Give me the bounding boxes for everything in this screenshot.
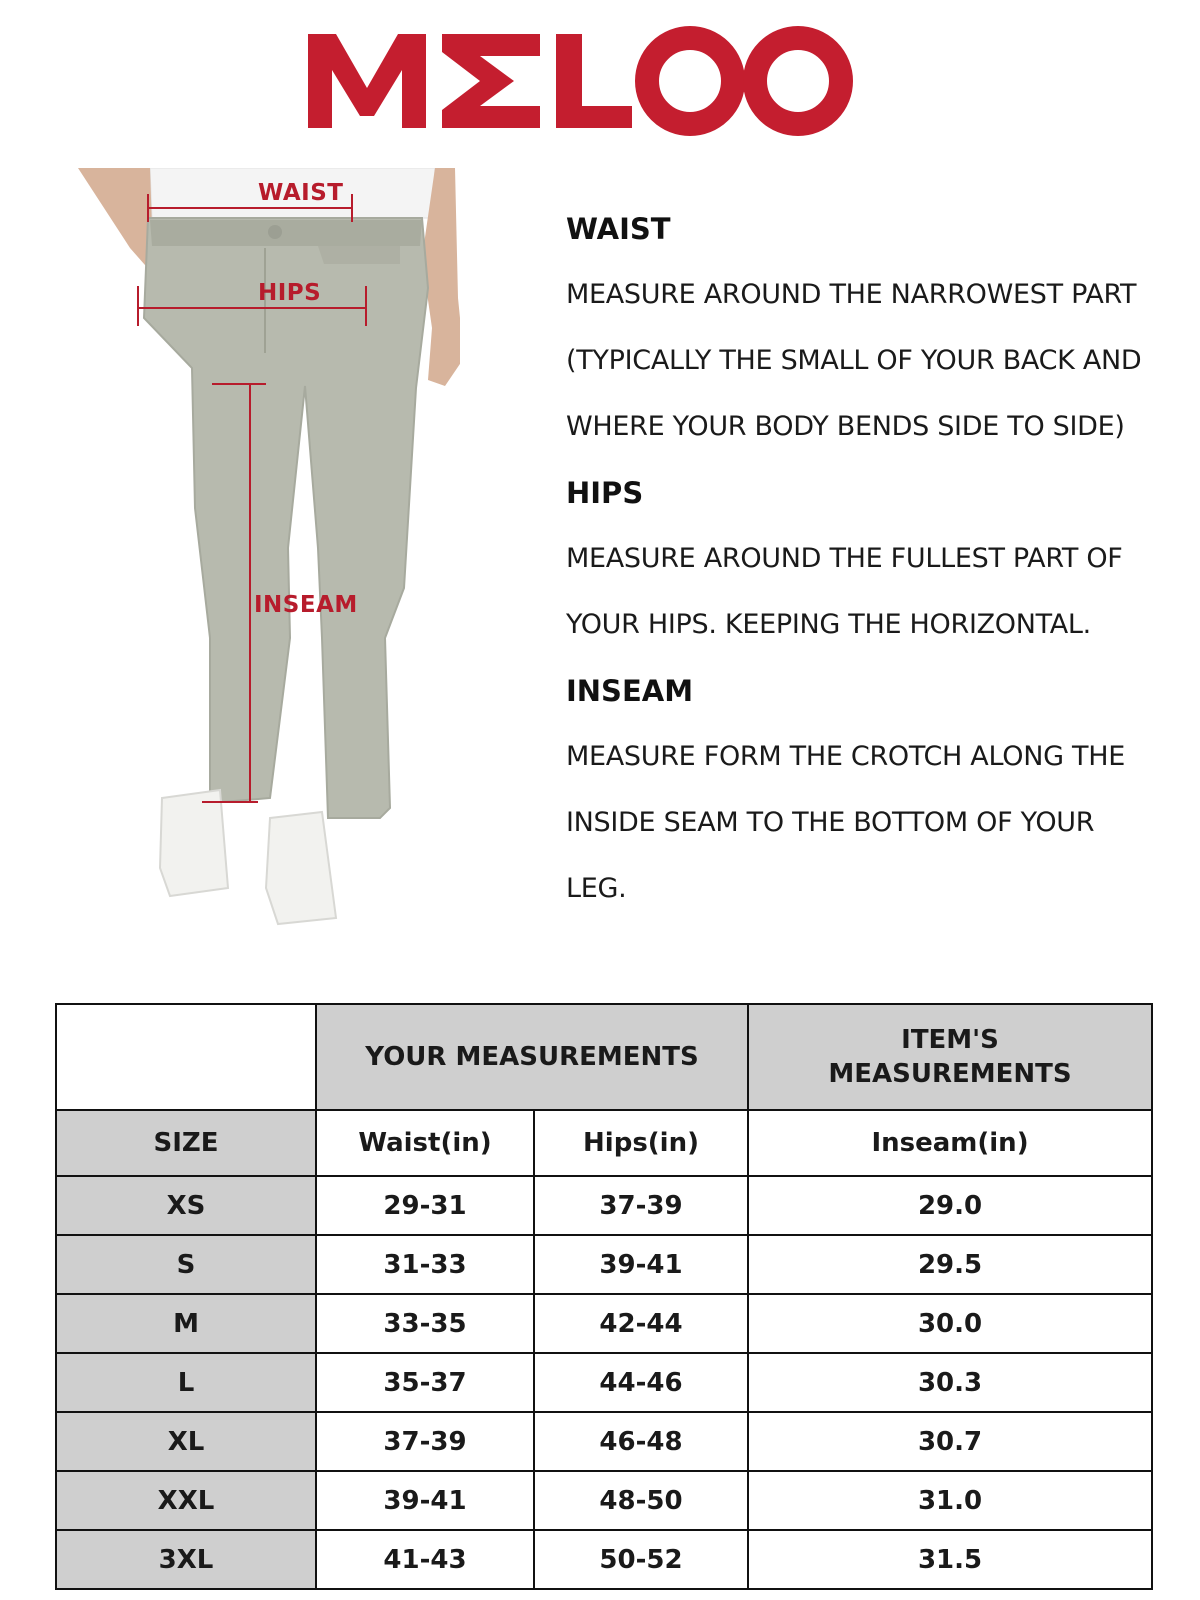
items-measurements-line2: MEASUREMENTS	[828, 1059, 1072, 1089]
inseam-cell: 30.3	[748, 1353, 1152, 1412]
measurement-guide	[566, 196, 1186, 922]
waist-cell: 31-33	[316, 1235, 534, 1294]
items-measurements-line1: ITEM'S	[901, 1025, 999, 1055]
pants-model-figure	[60, 168, 460, 958]
guide-heading-hips: HIPS	[566, 476, 644, 510]
table-row	[56, 1294, 1152, 1353]
guide-section-waist	[566, 196, 1186, 460]
inseam-cell: 31.0	[748, 1471, 1152, 1530]
waist-cell: 29-31	[316, 1176, 534, 1235]
size-cell: S	[56, 1235, 316, 1294]
column-header-size: SIZE	[56, 1110, 316, 1176]
table-corner-cell	[56, 1004, 316, 1110]
guide-text-line: LEG.	[566, 873, 627, 904]
table-row	[56, 1353, 1152, 1412]
your-measurements-header: YOUR MEASUREMENTS	[316, 1004, 748, 1110]
guide-text-line: INSIDE SEAM TO THE BOTTOM OF YOUR	[566, 807, 1095, 838]
table-group-header-row	[56, 1004, 1152, 1110]
column-header-hips: Hips(in)	[534, 1110, 748, 1176]
waist-cell: 35-37	[316, 1353, 534, 1412]
size-cell: XXL	[56, 1471, 316, 1530]
table-row	[56, 1176, 1152, 1235]
table-row	[56, 1530, 1152, 1589]
column-header-inseam: Inseam(in)	[748, 1110, 1152, 1176]
guide-heading-waist: WAIST	[566, 212, 671, 246]
hips-cell: 37-39	[534, 1176, 748, 1235]
inseam-cell: 30.7	[748, 1412, 1152, 1471]
inseam-label: INSEAM	[254, 592, 358, 618]
brand-logo	[300, 18, 860, 138]
waist-cell: 41-43	[316, 1530, 534, 1589]
guide-text-line: MEASURE FORM THE CROTCH ALONG THE	[566, 741, 1125, 772]
hips-cell: 50-52	[534, 1530, 748, 1589]
guide-text-line: YOUR HIPS. KEEPING THE HORIZONTAL.	[566, 609, 1091, 640]
guide-section-inseam	[566, 658, 1186, 922]
guide-text-line: MEASURE AROUND THE FULLEST PART OF	[566, 543, 1123, 574]
items-measurements-header	[748, 1004, 1152, 1110]
column-header-waist: Waist(in)	[316, 1110, 534, 1176]
waist-cell: 37-39	[316, 1412, 534, 1471]
table-row	[56, 1412, 1152, 1471]
guide-text-line: WHERE YOUR BODY BENDS SIDE TO SIDE)	[566, 411, 1125, 442]
waist-label: WAIST	[258, 180, 344, 206]
size-chart-table	[55, 1003, 1153, 1590]
table-row	[56, 1235, 1152, 1294]
hips-label: HIPS	[258, 280, 322, 306]
size-cell: XL	[56, 1412, 316, 1471]
waist-cell: 39-41	[316, 1471, 534, 1530]
size-cell: M	[56, 1294, 316, 1353]
inseam-cell: 30.0	[748, 1294, 1152, 1353]
hips-cell: 42-44	[534, 1294, 748, 1353]
hips-cell: 48-50	[534, 1471, 748, 1530]
meloo-logo-icon	[300, 18, 860, 138]
table-row	[56, 1471, 1152, 1530]
guide-text-line: (TYPICALLY THE SMALL OF YOUR BACK AND	[566, 345, 1142, 376]
size-cell: XS	[56, 1176, 316, 1235]
hips-cell: 46-48	[534, 1412, 748, 1471]
table-column-header-row	[56, 1110, 1152, 1176]
size-cell: 3XL	[56, 1530, 316, 1589]
size-cell: L	[56, 1353, 316, 1412]
inseam-cell: 31.5	[748, 1530, 1152, 1589]
inseam-cell: 29.0	[748, 1176, 1152, 1235]
guide-section-hips	[566, 460, 1186, 658]
waist-cell: 33-35	[316, 1294, 534, 1353]
hips-cell: 44-46	[534, 1353, 748, 1412]
inseam-cell: 29.5	[748, 1235, 1152, 1294]
guide-text-line: MEASURE AROUND THE NARROWEST PART	[566, 279, 1137, 310]
guide-heading-inseam: INSEAM	[566, 674, 694, 708]
hips-cell: 39-41	[534, 1235, 748, 1294]
